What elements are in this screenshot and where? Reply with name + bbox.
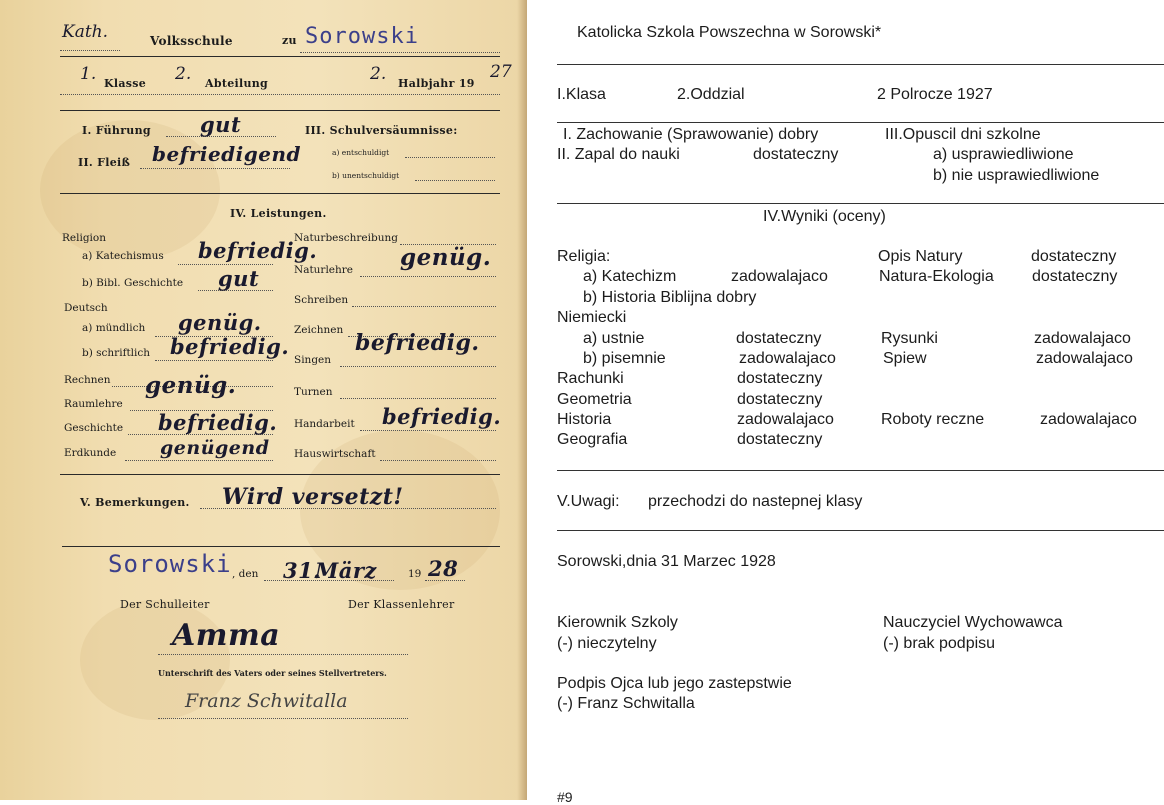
- usprawiedliwione: a) usprawiedliwione: [933, 146, 1074, 163]
- handarbeit-label: Handarbeit: [294, 418, 355, 430]
- uwagi-label: V.Uwagi:: [557, 493, 620, 510]
- fuehrung-label: I. Führung: [82, 124, 151, 137]
- rechnen-grade: genüg.: [145, 372, 237, 399]
- erdkunde-grade: genügend: [160, 437, 270, 459]
- nauczyciel-signature: (-) brak podpisu: [883, 635, 996, 652]
- sign-year-suffix: 28: [428, 556, 459, 581]
- opis-natury-label: Opis Natury: [878, 248, 963, 265]
- ustnie-grade: dostateczny: [736, 330, 822, 347]
- muendlich-label: a) mündlich: [82, 322, 146, 334]
- kierownik-signature: (-) nieczytelny: [557, 635, 657, 652]
- naturbeschreibung-label: Naturbeschreibung: [294, 232, 398, 244]
- turnen-label: Turnen: [294, 386, 333, 398]
- abteilung-label: Abteilung: [205, 77, 269, 90]
- historia-label: Historia: [557, 411, 612, 428]
- singen-label: Singen: [294, 354, 332, 366]
- geschichte-grade: befriedig.: [158, 410, 278, 435]
- podpis-ojca-label: Podpis Ojca lub jego zastepstwie: [557, 675, 792, 692]
- klasse-label: Klasse: [104, 77, 147, 90]
- fleiss-label: II. Fleiß: [78, 156, 131, 169]
- zapal-label: II. Zapal do nauki: [557, 146, 680, 163]
- schriftlich-label: b) schriftlich: [82, 347, 151, 359]
- zachowanie: I. Zachowanie (Sprawowanie) dobry: [563, 126, 819, 143]
- bemerkungen-label: V. Bemerkungen.: [80, 496, 190, 509]
- bemerkung-text: Wird versetzt!: [222, 484, 404, 510]
- scanned-report-card: [0, 0, 527, 800]
- halbjahr-number: 2.: [370, 64, 387, 84]
- spiew-label: Spiew: [883, 350, 927, 367]
- schreiben-label: Schreiben: [294, 294, 349, 306]
- hauswirtschaft-label: Hauswirtschaft: [294, 448, 376, 460]
- rysunki-label: Rysunki: [881, 330, 938, 347]
- fuehrung-grade: gut: [200, 112, 242, 137]
- sign-day: 31.: [283, 558, 322, 583]
- erdkunde-label: Erdkunde: [64, 447, 117, 459]
- geografia-grade: dostateczny: [737, 431, 823, 448]
- pisemnie-label: b) pisemnie: [583, 350, 666, 367]
- natur-grade: genüg.: [400, 244, 492, 271]
- oddzial: 2.Oddzial: [677, 86, 745, 103]
- opis-natury-grade: dostateczny: [1031, 248, 1117, 265]
- klassenlehrer-label: Der Klassenlehrer: [348, 598, 455, 611]
- geometria-label: Geometria: [557, 391, 632, 408]
- sign-place-stamp: Sorowski: [108, 550, 232, 578]
- pisemnie-grade: zadowalajaco: [739, 350, 836, 367]
- translation-panel: [527, 0, 1164, 805]
- rysunki-grade: zadowalajaco: [1034, 330, 1131, 347]
- natura-ekologia-label: Natura-Ekologia: [879, 268, 994, 285]
- fleiss-grade: befriedigend: [152, 142, 301, 166]
- deutsch-label: Deutsch: [64, 302, 108, 314]
- klasa: I.Klasa: [557, 86, 606, 103]
- sign-month: März: [315, 558, 377, 583]
- ustnie-label: a) ustnie: [583, 330, 645, 347]
- katechismus-label: a) Katechismus: [82, 250, 164, 262]
- school-title: Katolicka Szkola Powszechna w Sorowski*: [577, 24, 882, 41]
- roboty-label: Roboty reczne: [881, 411, 985, 428]
- date-line: Sorowski,dnia 31 Marzec 1928: [557, 553, 776, 570]
- leistungen-label: IV. Leistungen.: [230, 207, 327, 220]
- school-type-handwritten: Kath.: [62, 22, 109, 42]
- rachunki-grade: dostateczny: [737, 370, 823, 387]
- historia-biblijna: b) Historia Biblijna dobry: [583, 289, 757, 306]
- naturlehre-label: Naturlehre: [294, 264, 354, 276]
- school-place-stamp: Sorowski: [305, 24, 419, 49]
- opuscil: III.Opuscil dni szkolne: [885, 126, 1041, 143]
- zeichnen-label: Zeichnen: [294, 324, 344, 336]
- geografia-label: Geografia: [557, 431, 628, 448]
- katechizm-label: a) Katechizm: [583, 268, 677, 285]
- polrocze: 2 Polrocze 1927: [877, 86, 993, 103]
- historia-grade: zadowalajaco: [737, 411, 834, 428]
- katechizm-grade: zadowalajaco: [731, 268, 828, 285]
- geometria-grade: dostateczny: [737, 391, 823, 408]
- year-suffix: 27: [490, 62, 512, 82]
- niemiecki: Niemiecki: [557, 309, 627, 326]
- nie-usprawiedliwione: b) nie usprawiedliwione: [933, 167, 1100, 184]
- natura-ekologia-grade: dostateczny: [1032, 268, 1118, 285]
- zeichnen-singen-grade: befriedig.: [355, 330, 480, 356]
- rachunki-label: Rachunki: [557, 370, 624, 387]
- schriftlich-grade: befriedig.: [170, 334, 290, 359]
- katechismus-grade: befriedig.: [198, 238, 318, 263]
- schulleiter-signature: Amma: [172, 618, 281, 653]
- religion-label: Religion: [62, 232, 106, 244]
- kierownik-label: Kierownik Szkoly: [557, 614, 678, 631]
- unentschuldigt-label: b) unentschuldigt: [332, 171, 400, 180]
- nauczyciel-label: Nauczyciel Wychowawca: [883, 614, 1063, 631]
- volksschule-label: Volksschule: [150, 34, 233, 48]
- wyniki-heading: IV.Wyniki (oceny): [763, 208, 886, 225]
- religia: Religia:: [557, 248, 611, 265]
- rechnen-label: Rechnen: [64, 374, 111, 386]
- spiew-grade: zadowalajaco: [1036, 350, 1133, 367]
- bibl-label: b) Bibl. Geschichte: [82, 277, 184, 289]
- muendlich-grade: genüg.: [178, 310, 262, 335]
- roboty-grade: zadowalajaco: [1040, 411, 1137, 428]
- zu-label: zu: [282, 34, 297, 47]
- halbjahr-label: Halbjahr 19: [398, 77, 475, 90]
- handarbeit-grade: befriedig.: [382, 404, 502, 429]
- schulleiter-label: Der Schulleiter: [120, 598, 210, 611]
- entschuldigt-label: a) entschuldigt: [332, 148, 390, 157]
- schulversaeumnisse-label: III. Schulversäumnisse:: [305, 124, 458, 137]
- abteilung-number: 2.: [175, 64, 192, 84]
- sign-year-prefix: 19: [408, 568, 422, 580]
- footer-fragment: #9: [557, 789, 573, 805]
- unterschrift-label: Unterschrift des Vaters oder seines Stellvertreters.: [158, 668, 387, 678]
- klasse-number: 1.: [80, 64, 97, 84]
- den-label: , den: [232, 568, 259, 580]
- father-signature-typed: (-) Franz Schwitalla: [557, 695, 695, 712]
- geschichte-label: Geschichte: [64, 422, 124, 434]
- zapal-grade: dostateczny: [753, 146, 839, 163]
- father-signature: Franz Schwitalla: [185, 690, 348, 712]
- bibl-grade: gut: [218, 266, 260, 291]
- uwagi-text: przechodzi do nastepnej klasy: [648, 493, 863, 510]
- raumlehre-label: Raumlehre: [64, 398, 123, 410]
